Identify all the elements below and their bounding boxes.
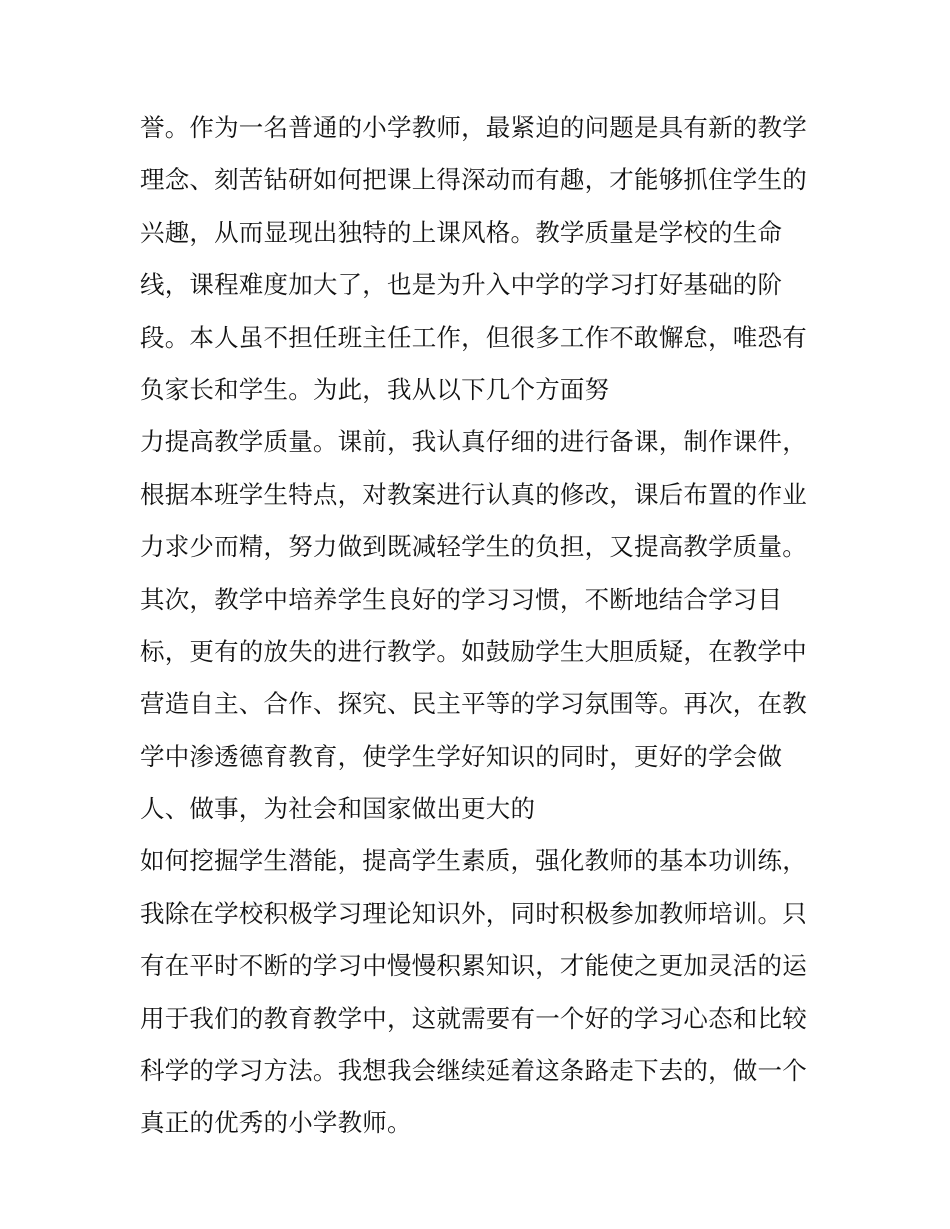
text-line: 理念、刻苦钻研如何把课上得深动而有趣，才能够抓住学生的: [140, 165, 807, 195]
text-line: 真正的优秀的小学教师。: [140, 1108, 412, 1138]
text-line: 力提高教学质量。课前，我认真仔细的进行备课，制作课件，: [140, 427, 807, 457]
body-text: [140, 102, 820, 1150]
text-line: 营造自主、合作、探究、民主平等的学习氛围等。再次，在教: [140, 689, 807, 719]
text-line: 段。本人虽不担任班主任工作，但很多工作不敢懈怠，唯恐有: [140, 322, 807, 352]
text-line: 根据本班学生特点，对教案进行认真的修改，课后布置的作业: [140, 479, 807, 509]
text-line: 人、做事，为社会和国家做出更大的: [140, 794, 536, 824]
text-line: 誉。作为一名普通的小学教师，最紧迫的问题是具有新的教学: [140, 113, 807, 142]
text-line: 如何挖掘学生潜能，提高学生素质，强化教师的基本功训练，: [140, 846, 807, 876]
text-line: 负家长和学生。为此，我从以下几个方面努: [140, 374, 610, 404]
text-line: 学中渗透德育教育，使学生学好知识的同时，更好的学会做: [140, 741, 783, 771]
text-line: 其次，教学中培养学生良好的学习习惯，不断地结合学习目: [140, 584, 783, 614]
text-line: 力求少而精，努力做到既减轻学生的负担，又提高教学质量。: [140, 532, 807, 562]
text-line: 我除在学校积极学习理论知识外，同时积极参加教师培训。只: [140, 898, 807, 928]
text-line: 线，课程难度加大了，也是为升入中学的学习打好基础的阶: [140, 270, 783, 300]
text-line: 用于我们的教育教学中，这就需要有一个好的学习心态和比较: [140, 1003, 807, 1033]
text-line: 兴趣，从而显现出独特的上课风格。教学质量是学校的生命: [140, 217, 783, 247]
text-line: 科学的学习方法。我想我会继续延着这条路走下去的，做一个: [140, 1056, 807, 1086]
text-line: 有在平时不断的学习中慢慢积累知识，才能使之更加灵活的运: [140, 951, 807, 981]
text-line: 标，更有的放失的进行教学。如鼓励学生大胆质疑，在教学中: [140, 636, 807, 666]
